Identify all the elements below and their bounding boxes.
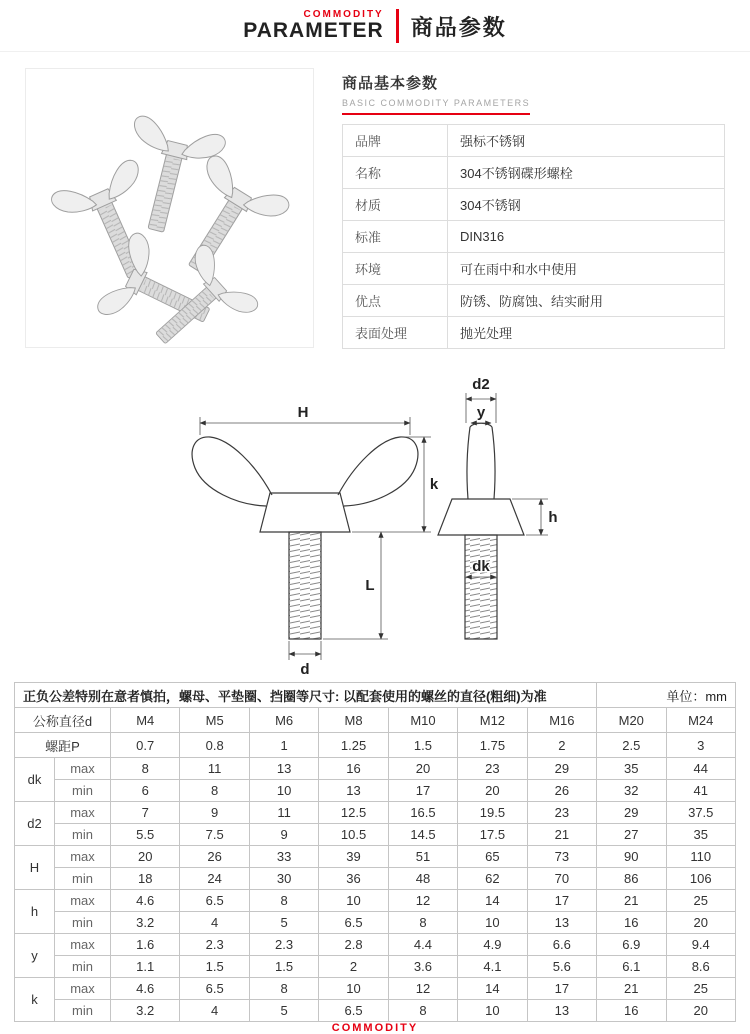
spec-value: 7 — [111, 802, 180, 824]
spec-value: 23 — [527, 802, 596, 824]
spec-value: 7.5 — [180, 824, 249, 846]
spec-value: 6.5 — [319, 1000, 388, 1022]
spec-value: 14 — [458, 978, 527, 1000]
product-photo — [25, 68, 314, 348]
spec-value: 27 — [597, 824, 666, 846]
spec-group-name: d2 — [15, 802, 55, 846]
spec-value: 17 — [527, 890, 596, 912]
spec-value: 13 — [319, 780, 388, 802]
spec-maxmin-label: max — [55, 846, 111, 868]
spec-value: 21 — [597, 890, 666, 912]
table-row — [343, 157, 725, 189]
header-parameter-label: PARAMETER — [243, 19, 384, 43]
spec-value: 2.3 — [249, 934, 318, 956]
spec-value: 12.5 — [319, 802, 388, 824]
spec-data-row — [15, 868, 736, 890]
spec-group-name: y — [15, 934, 55, 978]
spec-value: 10 — [319, 978, 388, 1000]
spec-size-header: M8 — [319, 708, 388, 733]
spec-value: 6.5 — [180, 978, 249, 1000]
dim-label-H: H — [297, 404, 309, 421]
spec-value: 16.5 — [388, 802, 457, 824]
page-title: 商品参数 — [410, 14, 507, 40]
spec-value: 4.9 — [458, 934, 527, 956]
spec-data-row — [15, 912, 736, 934]
spec-group-name: k — [15, 978, 55, 1022]
spec-value: 9 — [249, 824, 318, 846]
spec-value: 20 — [666, 912, 736, 934]
table-row — [343, 125, 725, 157]
spec-pitch-value: 0.7 — [111, 733, 180, 758]
spec-size-header: M20 — [597, 708, 666, 733]
spec-value: 44 — [666, 758, 736, 780]
spec-note: 正负公差特别在意者慎拍，螺母、平垫圈、挡圈等尺寸: 以配套使用的螺丝的直径(粗细)为准 — [15, 683, 597, 708]
spec-diameter-label: 公称直径d — [15, 708, 111, 733]
spec-value: 65 — [458, 846, 527, 868]
table-row — [343, 285, 725, 317]
spec-pitch-value: 2 — [527, 733, 596, 758]
spec-value: 5.5 — [111, 824, 180, 846]
spec-data-row — [15, 846, 736, 868]
side-view — [438, 423, 524, 639]
spec-value: 35 — [666, 824, 736, 846]
spec-value: 8 — [388, 912, 457, 934]
spec-value: 51 — [388, 846, 457, 868]
spec-value: 33 — [249, 846, 318, 868]
spec-maxmin-label: max — [55, 890, 111, 912]
spec-value: 37.5 — [666, 802, 736, 824]
spec-value: 17.5 — [458, 824, 527, 846]
spec-value: 8.6 — [666, 956, 736, 978]
spec-value: 6.5 — [319, 912, 388, 934]
table-row — [343, 317, 725, 349]
spec-maxmin-label: min — [55, 780, 111, 802]
spec-maxmin-label: min — [55, 824, 111, 846]
header-commodity-label: COMMODITY — [303, 9, 384, 21]
spec-value: 21 — [527, 824, 596, 846]
spec-value: 23 — [458, 758, 527, 780]
spec-value: 20 — [111, 846, 180, 868]
spec-value: 6 — [111, 780, 180, 802]
spec-value: 8 — [249, 890, 318, 912]
spec-header-row — [15, 708, 736, 733]
dim-label-h: h — [548, 509, 558, 526]
spec-value: 13 — [527, 1000, 596, 1022]
spec-value: 41 — [666, 780, 736, 802]
param-label: 标准 — [343, 221, 448, 253]
spec-value: 5.6 — [527, 956, 596, 978]
param-value: DIN316 — [448, 221, 725, 253]
spec-value: 11 — [249, 802, 318, 824]
spec-note-row — [15, 683, 736, 708]
spec-table-section — [14, 682, 736, 1022]
spec-size-header: M10 — [388, 708, 457, 733]
spec-pitch-value: 3 — [666, 733, 736, 758]
spec-value: 14 — [458, 890, 527, 912]
spec-value: 106 — [666, 868, 736, 890]
spec-value: 12 — [388, 978, 457, 1000]
spec-value: 6.5 — [180, 890, 249, 912]
spec-value: 6.9 — [597, 934, 666, 956]
spec-data-row — [15, 978, 736, 1000]
dim-label-L: L — [365, 577, 375, 594]
spec-group-name: H — [15, 846, 55, 890]
spec-size-header: M12 — [458, 708, 527, 733]
footer-partial-text — [0, 1022, 750, 1034]
dim-label-d: d — [300, 661, 310, 678]
spec-value: 29 — [597, 802, 666, 824]
spec-pitch-value: 1.5 — [388, 733, 457, 758]
spec-data-row — [15, 934, 736, 956]
spec-data-row — [15, 802, 736, 824]
spec-value: 10 — [458, 1000, 527, 1022]
dim-label-y: y — [476, 404, 486, 421]
spec-value: 8 — [249, 978, 318, 1000]
spec-value: 110 — [666, 846, 736, 868]
spec-value: 26 — [180, 846, 249, 868]
spec-value: 5 — [249, 1000, 318, 1022]
spec-value: 29 — [527, 758, 596, 780]
spec-value: 30 — [249, 868, 318, 890]
spec-value: 13 — [527, 912, 596, 934]
spec-value: 21 — [597, 978, 666, 1000]
spec-value: 3.2 — [111, 912, 180, 934]
spec-pitch-label: 螺距P — [15, 733, 111, 758]
dim-label-d2: d2 — [472, 376, 490, 393]
spec-value: 25 — [666, 890, 736, 912]
spec-value: 3.2 — [111, 1000, 180, 1022]
dim-label-k: k — [429, 476, 439, 493]
param-label: 表面处理 — [343, 317, 448, 349]
spec-data-row — [15, 956, 736, 978]
spec-group-name: dk — [15, 758, 55, 802]
spec-value: 4 — [180, 1000, 249, 1022]
spec-data-row — [15, 1000, 736, 1022]
spec-data-row — [15, 780, 736, 802]
spec-value: 4.4 — [388, 934, 457, 956]
spec-table — [14, 682, 736, 1022]
spec-value: 39 — [319, 846, 388, 868]
param-value: 可在雨中和水中使用 — [448, 253, 725, 285]
basic-params-subtitle: BASIC COMMODITY PARAMETERS — [342, 98, 530, 115]
table-row — [343, 221, 725, 253]
spec-size-header: M4 — [111, 708, 180, 733]
spec-maxmin-label: max — [55, 934, 111, 956]
technical-drawing — [0, 377, 750, 677]
spec-pitch-value: 0.8 — [180, 733, 249, 758]
spec-value: 1.1 — [111, 956, 180, 978]
front-view — [192, 437, 418, 639]
param-value: 防锈、防腐蚀、结实耐用 — [448, 285, 725, 317]
table-row — [343, 189, 725, 221]
param-value: 304不锈钢碟形螺栓 — [448, 157, 725, 189]
wing-screw-photo-illustration — [26, 69, 313, 347]
spec-value: 16 — [597, 1000, 666, 1022]
spec-value: 10.5 — [319, 824, 388, 846]
spec-maxmin-label: min — [55, 868, 111, 890]
spec-pitch-value: 1 — [249, 733, 318, 758]
spec-value: 16 — [597, 912, 666, 934]
param-value: 304不锈钢 — [448, 189, 725, 221]
spec-data-row — [15, 890, 736, 912]
spec-size-header: M24 — [666, 708, 736, 733]
spec-value: 8 — [111, 758, 180, 780]
spec-value: 9 — [180, 802, 249, 824]
spec-value: 2 — [319, 956, 388, 978]
spec-value: 17 — [388, 780, 457, 802]
spec-value: 11 — [180, 758, 249, 780]
param-label: 优点 — [343, 285, 448, 317]
spec-size-header: M6 — [249, 708, 318, 733]
spec-value: 20 — [666, 1000, 736, 1022]
spec-value: 8 — [180, 780, 249, 802]
spec-value: 24 — [180, 868, 249, 890]
param-label: 材质 — [343, 189, 448, 221]
spec-value: 6.1 — [597, 956, 666, 978]
spec-value: 90 — [597, 846, 666, 868]
spec-value: 1.6 — [111, 934, 180, 956]
footer-commodity-label: COMMODITY — [331, 1022, 419, 1034]
spec-value: 4.6 — [111, 890, 180, 912]
spec-value: 26 — [527, 780, 596, 802]
table-row — [343, 253, 725, 285]
spec-value: 12 — [388, 890, 457, 912]
spec-maxmin-label: min — [55, 912, 111, 934]
basic-params-title: 商品基本参数 — [342, 75, 439, 92]
header-english-block — [243, 9, 383, 42]
param-label: 品牌 — [343, 125, 448, 157]
spec-pitch-row — [15, 733, 736, 758]
spec-maxmin-label: max — [55, 802, 111, 824]
spec-value: 9.4 — [666, 934, 736, 956]
spec-group-name: h — [15, 890, 55, 934]
spec-value: 2.3 — [180, 934, 249, 956]
spec-value: 36 — [319, 868, 388, 890]
spec-value: 62 — [458, 868, 527, 890]
spec-value: 48 — [388, 868, 457, 890]
spec-value: 3.6 — [388, 956, 457, 978]
spec-maxmin-label: max — [55, 978, 111, 1000]
param-value: 强标不锈钢 — [448, 125, 725, 157]
spec-value: 19.5 — [458, 802, 527, 824]
spec-maxmin-label: min — [55, 956, 111, 978]
dimension-labels — [298, 376, 558, 678]
basic-params-section — [342, 68, 725, 349]
spec-value: 14.5 — [388, 824, 457, 846]
spec-value: 13 — [249, 758, 318, 780]
header-red-divider — [396, 9, 399, 43]
spec-maxmin-label: max — [55, 758, 111, 780]
spec-value: 10 — [319, 890, 388, 912]
spec-value: 20 — [388, 758, 457, 780]
spec-value: 2.8 — [319, 934, 388, 956]
spec-value: 16 — [319, 758, 388, 780]
spec-value: 6.6 — [527, 934, 596, 956]
spec-value: 10 — [458, 912, 527, 934]
spec-data-row — [15, 824, 736, 846]
spec-value: 73 — [527, 846, 596, 868]
spec-maxmin-label: min — [55, 1000, 111, 1022]
spec-pitch-value: 1.75 — [458, 733, 527, 758]
page-header — [0, 0, 750, 52]
param-label: 环境 — [343, 253, 448, 285]
spec-pitch-value: 1.25 — [319, 733, 388, 758]
spec-value: 10 — [249, 780, 318, 802]
spec-value: 70 — [527, 868, 596, 890]
spec-value: 32 — [597, 780, 666, 802]
basic-params-table — [342, 124, 725, 349]
spec-value: 35 — [597, 758, 666, 780]
dim-label-dk: dk — [472, 558, 490, 575]
spec-value: 4.6 — [111, 978, 180, 1000]
spec-value: 5 — [249, 912, 318, 934]
spec-value: 86 — [597, 868, 666, 890]
spec-unit: 单位：mm — [597, 683, 736, 708]
spec-data-row — [15, 758, 736, 780]
spec-value: 4 — [180, 912, 249, 934]
top-section — [25, 68, 725, 349]
spec-size-header: M16 — [527, 708, 596, 733]
spec-value: 1.5 — [249, 956, 318, 978]
param-value: 抛光处理 — [448, 317, 725, 349]
spec-size-header: M5 — [180, 708, 249, 733]
spec-value: 20 — [458, 780, 527, 802]
spec-value: 18 — [111, 868, 180, 890]
spec-pitch-value: 2.5 — [597, 733, 666, 758]
spec-value: 8 — [388, 1000, 457, 1022]
spec-value: 25 — [666, 978, 736, 1000]
spec-value: 17 — [527, 978, 596, 1000]
technical-drawing-section — [0, 377, 750, 682]
spec-value: 4.1 — [458, 956, 527, 978]
spec-value: 1.5 — [180, 956, 249, 978]
param-label: 名称 — [343, 157, 448, 189]
